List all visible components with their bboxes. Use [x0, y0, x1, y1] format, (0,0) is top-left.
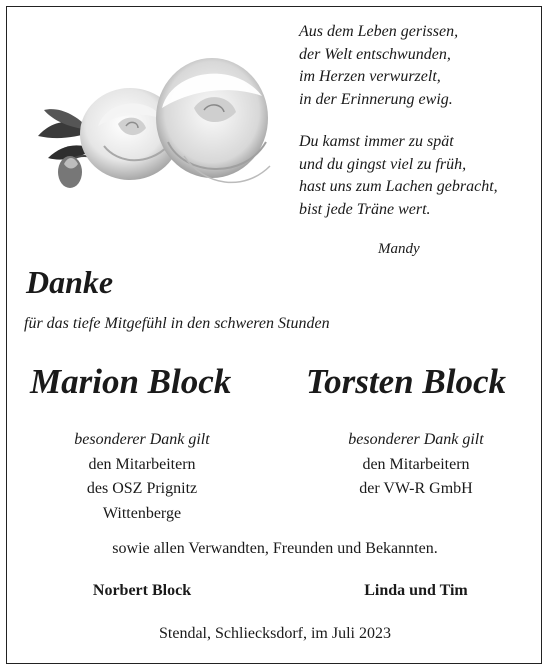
heading: Danke — [26, 264, 114, 300]
poem-stanza-2 — [299, 131, 539, 221]
poem-line: im Herzen verwurzelt, — [299, 68, 441, 85]
thanks-right — [296, 428, 536, 502]
thanks-intro: besonderer Dank gilt — [74, 431, 210, 448]
subtitle: für das tiefe Mitgefühl in den schweren Stunden — [24, 315, 330, 332]
thanks-line: den Mitarbeitern — [88, 455, 196, 473]
poem-line: in der Erinnerung ewig. — [299, 90, 453, 108]
poem-stanza-1 — [299, 21, 539, 111]
thanks-line: des OSZ Prignitz — [86, 480, 198, 497]
roses-image — [34, 46, 274, 206]
deceased-name-2: Torsten Block — [306, 362, 506, 401]
poem-line: bist jede Träne wert. — [299, 200, 431, 218]
signer-1: Norbert Block — [92, 582, 192, 599]
thanks-line: den Mitarbeitern — [362, 455, 470, 473]
poem-line: Aus dem Leben gerissen, — [299, 23, 459, 40]
place-date: Stendal, Schliecksdorf, im Juli 2023 — [159, 625, 391, 642]
also-thanks: sowie allen Verwandten, Freunden und Bekannten. — [112, 540, 438, 557]
thanks-left — [22, 428, 262, 526]
signer-2: Linda und Tim — [364, 582, 468, 599]
thanks-line: Wittenberge — [102, 504, 182, 522]
poem-line: Du kamst immer zu spät — [299, 133, 454, 150]
thanks-intro: besonderer Dank gilt — [348, 431, 484, 448]
deceased-name-1: Marion Block — [30, 362, 232, 401]
poem-line: und du gingst viel zu früh, — [299, 155, 467, 173]
poem-signature: Mandy — [378, 241, 420, 257]
thanks-line: der VW-R GmbH — [359, 480, 473, 497]
poem-line: der Welt entschwunden, — [299, 45, 451, 63]
poem-line: hast uns zum Lachen gebracht, — [299, 178, 498, 195]
